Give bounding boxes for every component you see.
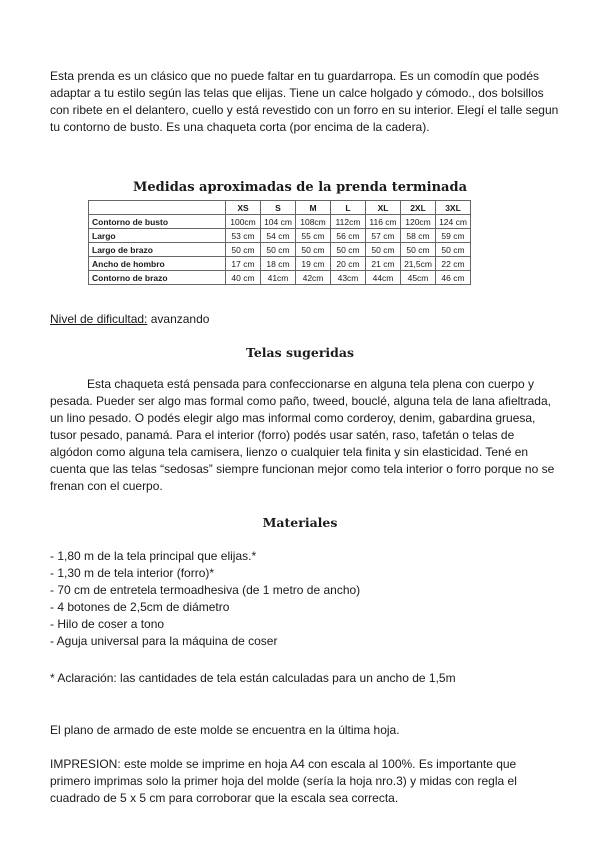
table-cell: 108cm (296, 215, 331, 229)
row-label: Contorno de brazo (89, 271, 226, 285)
list-item: - 1,80 m de la tela principal que elijas.* (50, 549, 257, 563)
difficulty-level (50, 311, 560, 328)
table-row (89, 215, 471, 229)
size-header: XS (226, 201, 261, 215)
table-cell: 43cm (331, 271, 366, 285)
fabric-note: * Aclaración: las cantidades de tela están calculadas para un ancho de 1,5m (50, 671, 456, 685)
difficulty-label: Nivel de dificultad: (50, 312, 148, 326)
row-label: Ancho de hombro (89, 257, 226, 271)
list-item: - 4 botones de 2,5cm de diámetro (50, 600, 230, 614)
size-header: 2XL (401, 201, 436, 215)
table-cell: 58 cm (401, 229, 436, 243)
fabrics-paragraph: Esta chaqueta está pensada para confeccionarse en alguna tela plena con cuerpo y pesada. Pueder ser algo mas formal como paño, tweed, bouclé, alguna tela de lana afieltrada, un lino pesado. O podés elegir algo mas informal como corderoy, denim, gabardina gruesa, tusor pesado, panamá. Para el interior (forro) podés usar satén, raso, tafetán o telas de algódon como alguna tela camisera, lienzo o cualquier tela finita y sin elasticidad. Tené en cuenta que las telas “sedosas” siempre funcionan mejor como tela interior o forro porque no se frenan con el cuerpo. (50, 377, 555, 493)
table-row (89, 243, 471, 257)
table-cell: 50 cm (261, 243, 296, 257)
table-cell: 17 cm (226, 257, 261, 271)
measurements-table (88, 200, 471, 285)
table-cell: 41cm (261, 271, 296, 285)
table-corner-cell (89, 201, 226, 215)
table-cell: 40 cm (226, 271, 261, 285)
list-item: - 1,30 m de tela interior (forro)* (50, 566, 215, 580)
table-cell: 50 cm (296, 243, 331, 257)
table-row (89, 271, 471, 285)
table-cell: 55 cm (296, 229, 331, 243)
table-cell: 59 cm (436, 229, 471, 243)
row-label: Largo (89, 229, 226, 243)
table-cell: 53 cm (226, 229, 261, 243)
table-cell: 45cm (401, 271, 436, 285)
table-cell: 22 cm (436, 257, 471, 271)
layout-plan-note: El plano de armado de este molde se encuentra en la última hoja. (50, 723, 400, 737)
table-cell: 44cm (366, 271, 401, 285)
table-cell: 46 cm (436, 271, 471, 285)
table-cell: 54 cm (261, 229, 296, 243)
list-item: - Aguja universal para la máquina de coser (50, 634, 278, 648)
table-cell: 50 cm (226, 243, 261, 257)
table-cell: 124 cm (436, 215, 471, 229)
printing-instructions: IMPRESION: este molde se imprime en hoja A4 con escala al 100%. Es importante que primero imprimas solo la primer hoja del molde (sería la hoja nro.3) y midas con regla el cuadrado de 5 x 5 cm para corroborar que la escala sea correcta. (50, 757, 517, 805)
row-label: Contorno de busto (89, 215, 226, 229)
table-row (89, 229, 471, 243)
table-cell: 120cm (401, 215, 436, 229)
size-header: L (331, 201, 366, 215)
table-cell: 50 cm (401, 243, 436, 257)
list-item: - Hilo de coser a tono (50, 617, 165, 631)
intro-paragraph: Esta prenda es un clásico que no puede faltar en tu guardarropa. Es un comodín que podés adaptar a tu estilo según las telas que elijas. Tiene un calce holgado y cómodo., dos bolsillos con ribete en el delantero, cuello y está revestido con un forro en su interior. Elegí el talle segun tu contorno de busto. Es una chaqueta corta (por encima de la cadera). (50, 69, 559, 134)
table-row (89, 257, 471, 271)
table-header-row (89, 201, 471, 215)
table-cell: 50 cm (366, 243, 401, 257)
materials-title: Materiales (262, 515, 338, 530)
table-cell: 100cm (226, 215, 261, 229)
table-cell: 21,5cm (401, 257, 436, 271)
table-cell: 19 cm (296, 257, 331, 271)
table-cell: 104 cm (261, 215, 296, 229)
table-cell: 20 cm (331, 257, 366, 271)
difficulty-value: avanzando (147, 312, 210, 326)
table-cell: 50 cm (331, 243, 366, 257)
size-header: 3XL (436, 201, 471, 215)
size-header: XL (366, 201, 401, 215)
table-cell: 57 cm (366, 229, 401, 243)
table-cell: 56 cm (331, 229, 366, 243)
fabrics-title: Telas sugeridas (245, 345, 355, 360)
table-cell: 42cm (296, 271, 331, 285)
table-cell: 112cm (331, 215, 366, 229)
table-cell: 18 cm (261, 257, 296, 271)
size-header: S (261, 201, 296, 215)
row-label: Largo de brazo (89, 243, 226, 257)
table-cell: 116 cm (366, 215, 401, 229)
measurements-title: Medidas aproximadas de la prenda terminada (133, 180, 467, 195)
materials-list (50, 548, 560, 650)
size-header: M (296, 201, 331, 215)
list-item: - 70 cm de entretela termoadhesiva (de 1 metro de ancho) (50, 583, 361, 597)
table-cell: 21 cm (366, 257, 401, 271)
table-cell: 50 cm (436, 243, 471, 257)
